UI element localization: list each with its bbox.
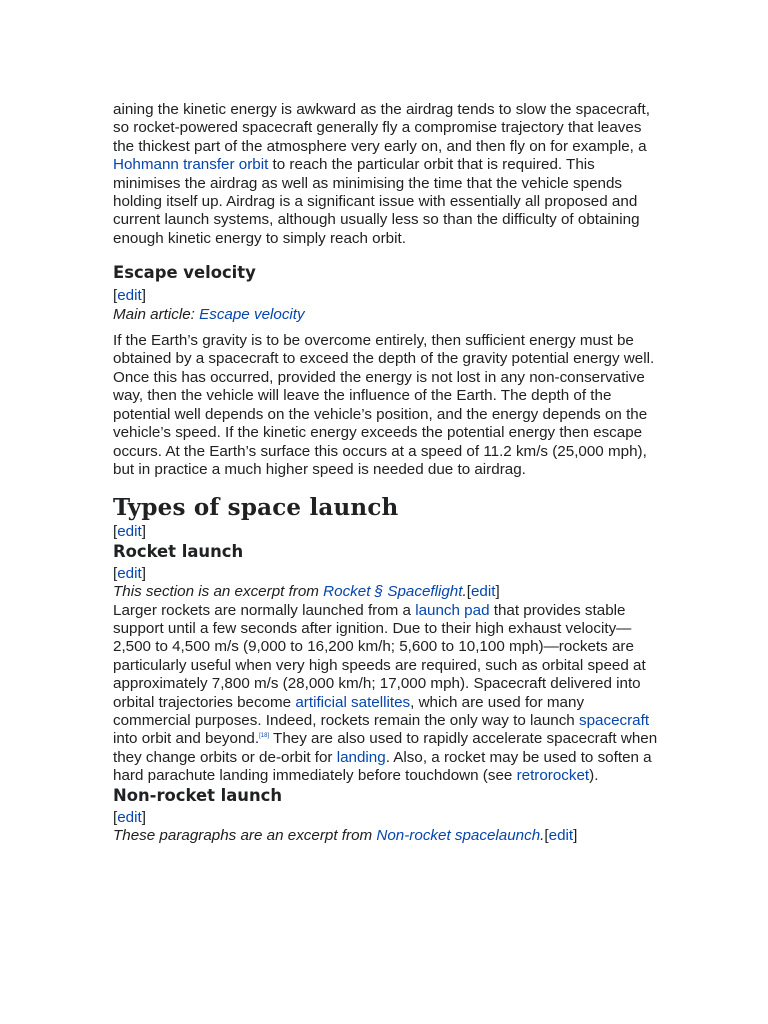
heading-non-rocket-launch: Non-rocket launch — [113, 785, 283, 805]
edit-link[interactable]: edit — [117, 523, 142, 541]
link-rocket-spaceflight[interactable]: Rocket § Spaceflight — [323, 583, 463, 601]
rocket-text: ). — [589, 767, 599, 785]
rocket-text: into orbit and beyond. — [113, 730, 260, 748]
link-escape-velocity[interactable]: Escape velocity — [199, 305, 305, 323]
excerpt-prefix: This section is an excerpt from — [113, 583, 324, 601]
link-retrorocket[interactable]: retrorocket — [516, 767, 590, 785]
hatnote-prefix: Main article: — [113, 305, 200, 323]
link-hohmann-transfer-orbit[interactable]: Hohmann transfer orbit — [113, 156, 269, 174]
edit-link[interactable]: edit — [117, 564, 142, 582]
edit-section-escape: [edit] — [113, 287, 146, 305]
intro-text-2: to reach the particular orbit that is required. This minimises the airdrag as well as minimising the time that the vehicle spends holding itself up. Airdrag is a significant issue with essentially all proposed and current launch systems, although usually less so than the difficulty of obtaining enough kinetic energy to simply reach orbit. — [113, 156, 640, 247]
excerpt-note-rocket: This section is an excerpt from Rocket § Spaceflight.[edit] — [113, 583, 500, 601]
edit-link[interactable]: edit — [548, 827, 574, 844]
hatnote-main-article — [113, 306, 658, 324]
intro-text-1: aining the kinetic energy is awkward as the airdrag tends to slow the spacecraft, so rocket-powered spacecraft generally fly a compromise trajectory that leaves the thickest part of the atmosphere very early on, and then fly on for example, a — [113, 101, 650, 155]
excerpt-note-nonrocket: These paragraphs are an excerpt from Non-rocket spacelaunch.[edit] — [113, 827, 578, 844]
rocket-text: . Also, a rocket may be used to soften a hard parachute landing immediately before touchdown (see — [113, 748, 652, 785]
heading-escape-velocity: Escape velocity — [113, 263, 256, 283]
excerpt-suffix: . — [462, 583, 467, 601]
excerpt-suffix: . — [540, 827, 545, 844]
edit-link[interactable]: edit — [117, 808, 142, 826]
escape-paragraph: If the Earth’s gravity is to be overcome entirely, then sufficient energy must be obtained by a spacecraft to exceed the depth of the gravity potential energy well. Once this has occurred, provided the energy is not lost in any non-conservative way, then the vehicle will leave the influence of the Earth. The depth of the potential well depends on the vehicle’s position, and the energy depends on the vehicle’s speed. If the kinetic energy exceeds the potential energy then escape occurs. At the Earth’s surface this occurs at a speed of 11.2 km/s (25,000 mph), but in practice a much higher speed is needed due to airdrag. — [113, 332, 655, 478]
link-non-rocket-spacelaunch[interactable]: Non-rocket spacelaunch — [376, 827, 541, 844]
intro-paragraph — [113, 101, 658, 248]
link-spacecraft[interactable]: spacecraft — [578, 711, 650, 729]
edit-link[interactable]: edit — [117, 287, 142, 305]
rocket-paragraph — [113, 602, 658, 786]
article-content — [113, 101, 658, 845]
rocket-text: They are also used to rapidly accelerate spacecraft when they change orbits or de-orbit for — [113, 730, 658, 766]
edit-section-nonrocket: [edit] — [113, 808, 146, 826]
reference-link[interactable]: [18] — [259, 733, 270, 740]
link-landing[interactable]: landing — [336, 748, 386, 766]
excerpt-prefix: These paragraphs are an excerpt from — [113, 827, 377, 844]
edit-section-rocket: [edit] — [113, 564, 146, 582]
rocket-text: that provides stable support until a few seconds after ignition. Due to their high exhaust velocity—2,500 to 4,500 m/s (9,000 to 16,200 km/h; 5,600 to 10,100 mph)—rockets are particularly useful when very high speeds are required, such as orbital speed at approximately 7,800 m/s (28,000 km/h; 17,000 mph). Spacecraft delivered into orbital trajectories become — [113, 601, 646, 711]
rocket-text: Larger rockets are normally launched from a — [113, 601, 416, 619]
link-launch-pad[interactable]: launch pad — [415, 601, 490, 619]
edit-link[interactable]: edit — [470, 583, 496, 601]
heading-types-of-space-launch: Types of space launch — [113, 494, 399, 522]
heading-rocket-launch: Rocket launch — [113, 541, 244, 561]
edit-section-types: [edit] — [113, 523, 146, 541]
link-artificial-satellites[interactable]: artificial satellites — [295, 693, 411, 711]
rocket-text: , which are used for many commercial purposes. Indeed, rockets remain the only way to launch — [113, 693, 585, 729]
